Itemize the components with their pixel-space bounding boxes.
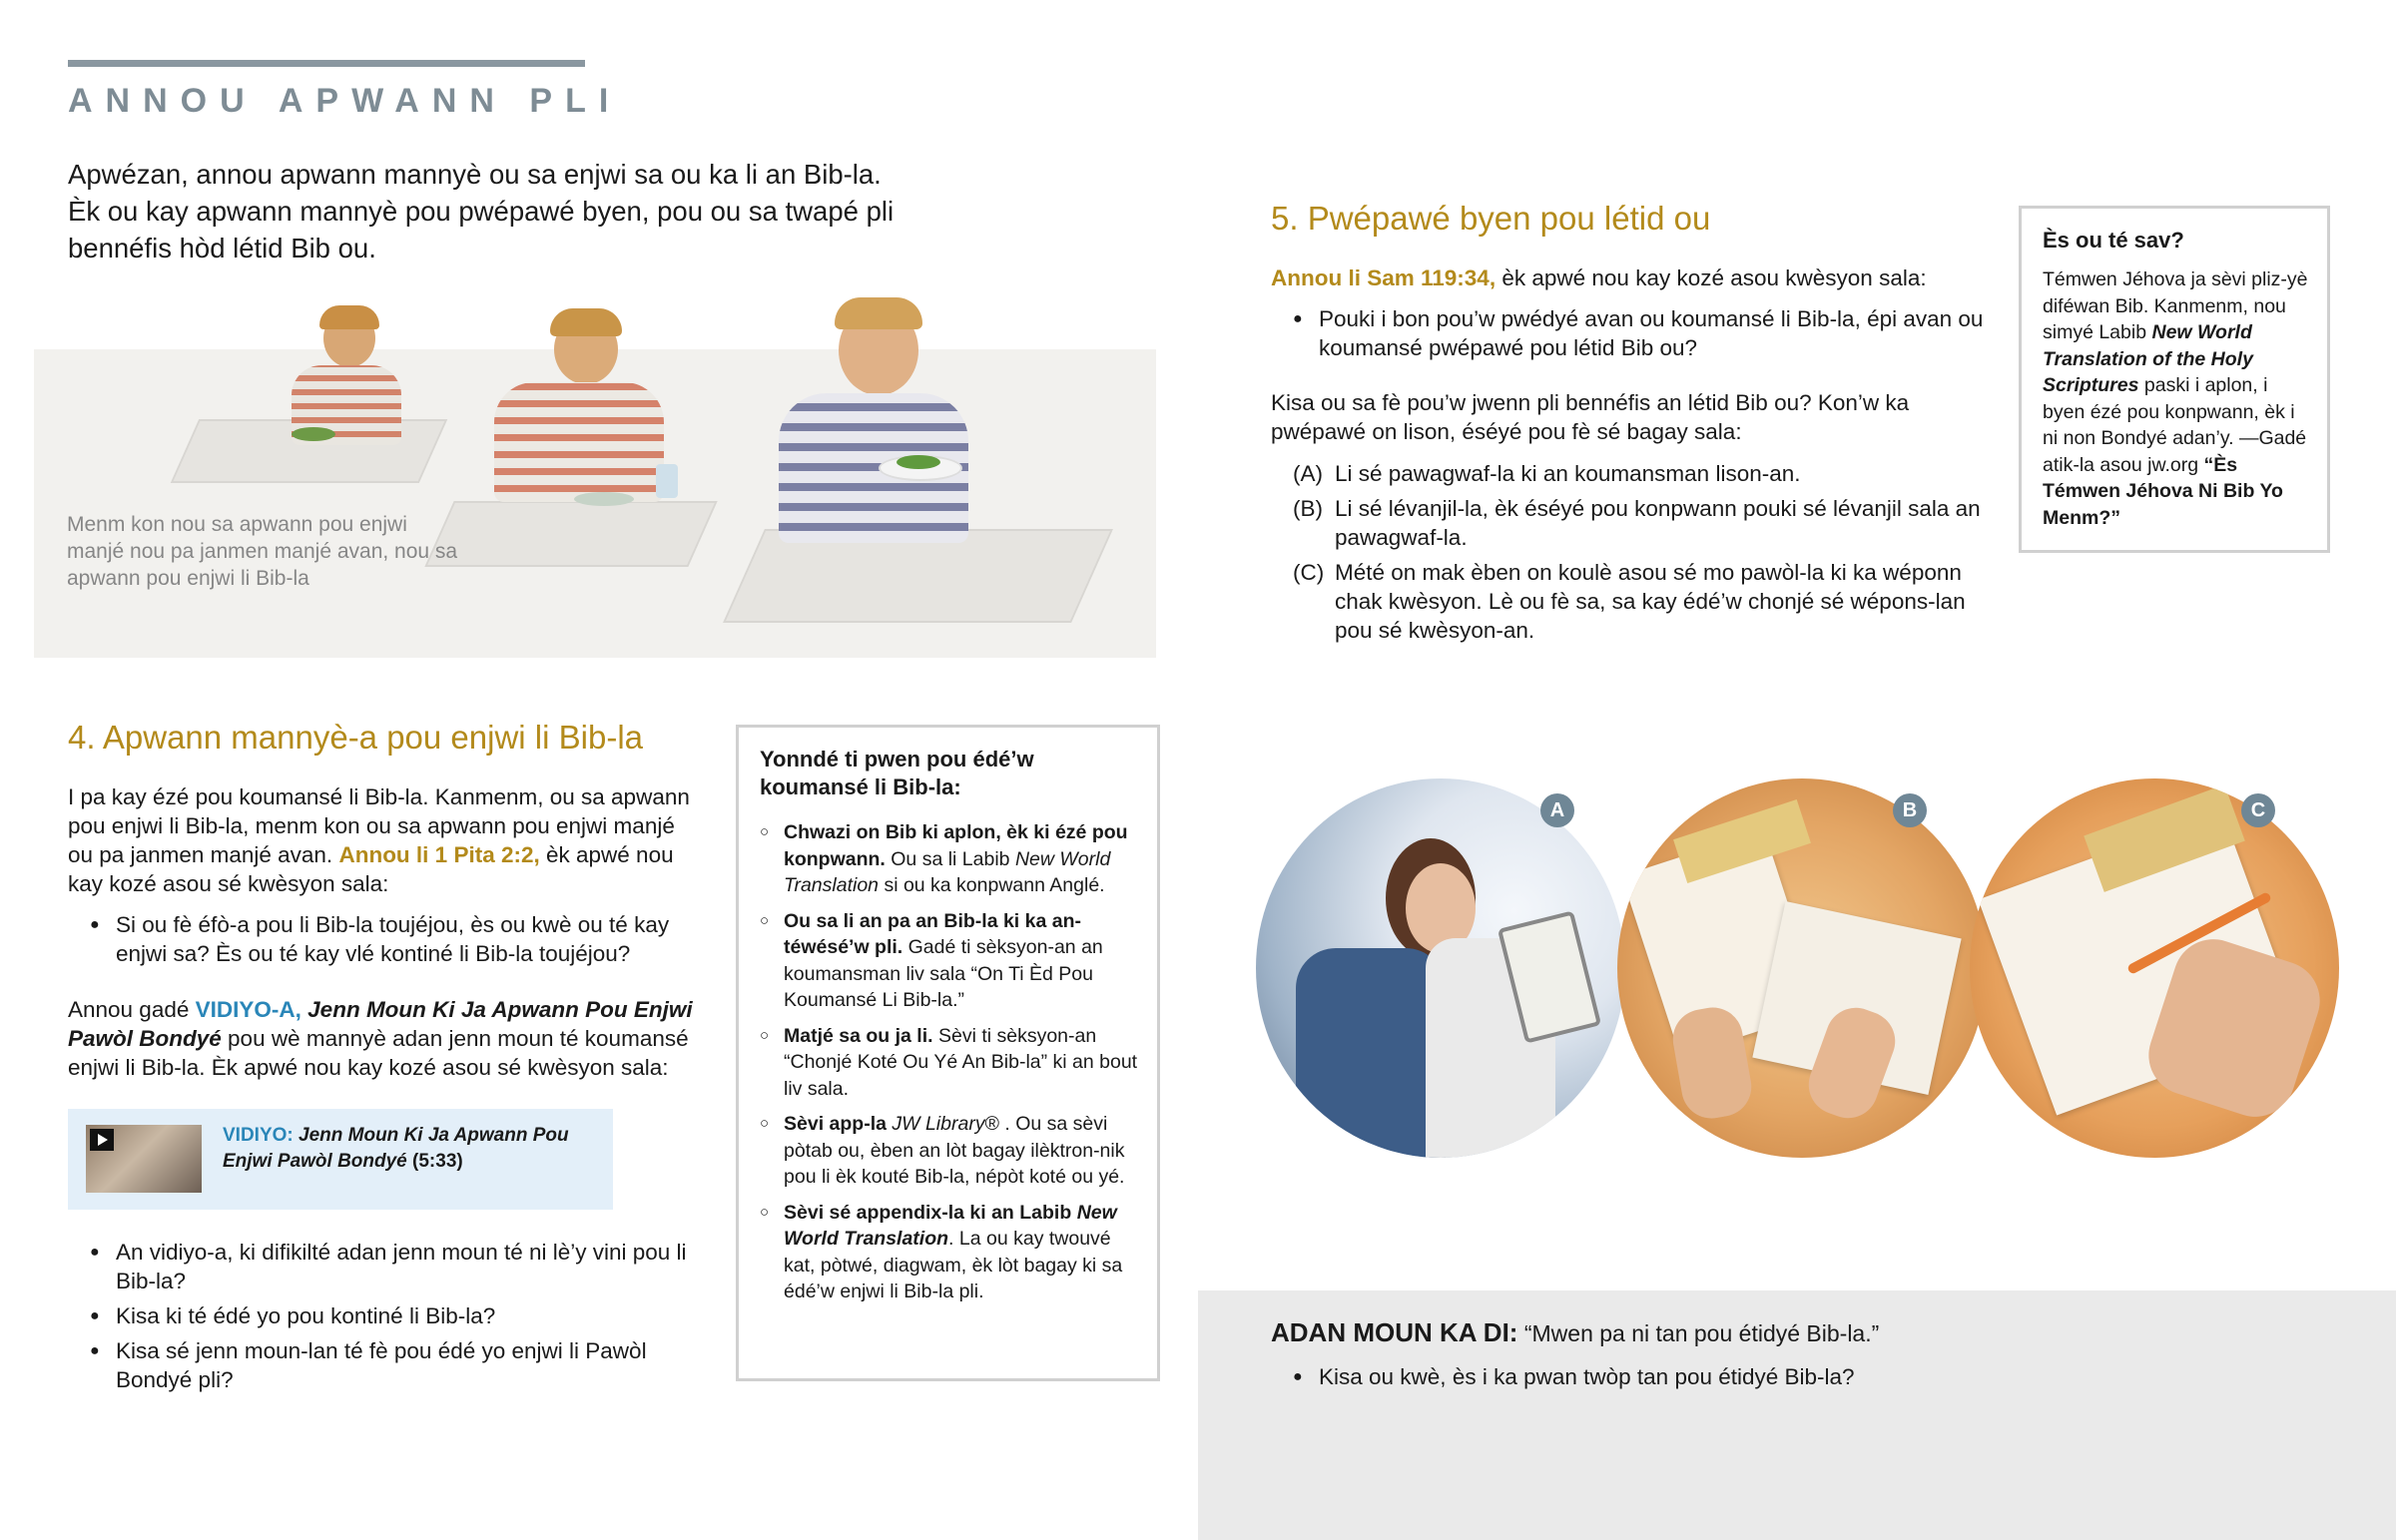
section-4-title: 4. Apwann mannyè-a pou enjwi li Bib-la [68,719,644,756]
section-4-body [68,782,697,898]
did-you-know-text: Témwen Jéhova ja sèvi pliz-yè diféwan Bib. Kanmenm, nou simyé Labib New World Translation of the Holy Scriptures paski i aplon, i byen ézé pou konpwann, èk i ni non Bondyé adan’y. —Gadé atik-la asou jw.org “Ès Témwen Jéhova Ni Bib Yo Menm?” [2043,268,2308,529]
section-5-title: 5. Pwépawé byen pou létid ou [1271,200,1711,237]
para2-rest: pou wè mannyè adan jenn moun té koumansé enjwi li Bib-la. Èk apwé nou kay kozé asou sé kwèsyon sala: [68,1026,689,1080]
section-5-options [1271,459,1990,651]
boy-illustration-2 [464,314,679,509]
para2-lead: Annou gadé [68,997,190,1022]
question-item: ● Kisa sé jenn moun-lan té fè pou édé yo enjwi li Pawòl Bondyé pli? [68,1336,697,1394]
video-card-title[interactable]: Jenn Moun Ki Ja Apwann Pou Enjwi Pawòl Bondyé [223,1125,569,1172]
tip-item: ○ Matjé sa ou ja li. Sèvi ti sèksyon-an “Chonjé Koté Ou Yé An Bib-la” ki an bout liv sala. [760,1023,1139,1103]
section-4-para2 [68,995,707,1082]
video-title-inline: Jenn Moun Ki Ja Apwann Pou Enjwi Pawòl Bondyé [68,997,693,1051]
tips-list [760,819,1139,1305]
option-item: (B) Li sé lévanjil-la, èk éséyé pou konpwann pouki sé lévanjil sala an pawagwaf-la. [1293,496,1981,550]
tip-item: ○ Sèvi app-la JW Library® . Ou sa sèvi pòtab ou, èben an lòt bagay ilèktron-nik pou li èk kouté Bib-la, népòt koté ou yé. [760,1111,1139,1191]
badge-b: B [1893,793,1927,827]
scripture-link-sam[interactable]: Annou li Sam 119:34, [1271,265,1497,290]
did-you-know-title: Ès ou té sav? [2043,228,2184,253]
section-5-ref-after: èk apwé nou kay kozé asou kwèsyon sala: [1501,265,1927,290]
video-card[interactable] [68,1109,613,1210]
section-5-intro [1271,263,1990,292]
video-duration: (5:33) [412,1151,463,1172]
video-label: VIDIYO: [223,1125,294,1146]
badge-a: A [1540,793,1574,827]
section-4-question-list [68,910,717,974]
question-item: ● Si ou fè éfò-a pou li Bib-la toujéjou, ès ou kwè ou té kay enjwi sa? Ès ou té kay vlé kontiné li Bib-la toujéjou? [68,910,717,968]
question-item: ● An vidiyo-a, ki difikilté adan jenn moun té ni lè’y vini pou li Bib-la? [68,1238,697,1295]
tip-item: ○ Chwazi on Bib ki aplon, èk ki ézé pou konpwann. Ou sa li Labib New World Translation si ou ka konpwann Anglé. [760,819,1139,899]
option-item: (C) Mété on mak èben on koulè asou sé mo pawòl-la ki ka wéponn chak kwèsyon. Lè ou fè sa, sa kay édé’w chonjé sé wépons-lan pou sé kwèsyon-an. [1293,560,1966,643]
question-item: ● Kisa ou kwè, ès i ka pwan twòp tan pou étidyé Bib-la? [1271,1362,2169,1391]
play-icon[interactable] [90,1129,114,1151]
badge-c: C [2241,793,2275,827]
section-4-para1b: èk apwé nou kay kozé asou sé kwèsyon sala: [68,842,674,896]
did-you-know-box [2019,206,2330,553]
intro-paragraph: Apwézan, annou apwann mannyè ou sa enjwi sa ou ka li an Bib-la. Èk ou kay apwann mannyè pou pwépawé byen, pou ou sa twapé pli bennéfis hòd létid Bib ou. [68,159,895,263]
some-say-question-list [1271,1362,2169,1397]
some-say-label: ADAN MOUN KA DI: [1271,1317,1518,1347]
illustration-marking-book [1970,778,2339,1158]
video-question-list [68,1238,697,1400]
section-5-question-list [1271,304,1990,368]
question-item: ● Pouki i bon pou’w pwédyé avan ou koumansé li Bib-la, épi avan ou koumansé pwépawé pou létid Bib ou? [1271,304,1990,362]
question-item: ● Kisa ki té édé yo pou kontiné li Bib-la? [68,1301,697,1330]
scripture-link-1-pita[interactable]: Annou li 1 Pita 2:2, [338,842,540,867]
video-link[interactable]: VIDIYO-A, [195,997,301,1022]
tips-box-title: Yonndé ti pwen pou édé’w koumansé li Bib-la: [760,747,1034,799]
photo-caption: Menm kon nou sa apwann pou enjwi manjé nou pa janmen manjé avan, nou sa apwann pou enjwi li Bib-la [67,513,458,590]
illustration-study-book [1617,778,1987,1158]
section-4-para1a: I pa kay ézé pou koumansé li Bib-la. Kanmenm, ou sa apwann pou enjwi li Bib-la, menm kon ou sa apwann pou enjwi manjé ou pa janmen manjé avan. [68,784,690,867]
section-5-para: Kisa ou sa fè pou’w jwenn pli bennéfis an létid Bib ou? Kon’w ka pwépawé on lison, éséyé pou fè sé bagay sala: [1271,390,1910,444]
tip-item: ○ Ou sa li an pa an Bib-la ki ka an-téwésé’w pli. Gadé ti sèksyon-an an koumansman liv sala “On Ti Èd Pou Koumansé Li Bib-la.” [760,908,1139,1014]
boy-illustration-3 [779,297,968,547]
tips-box [736,725,1160,1381]
option-item: (A) Li sé pawagwaf-la ki an koumansman lison-an. [1293,461,1801,486]
some-say-quote: “Mwen pa ni tan pou étidyé Bib-la.” [1523,1320,1880,1346]
video-thumbnail[interactable] [86,1125,202,1193]
some-say-line [1271,1317,2269,1349]
boy-illustration-1 [262,309,411,449]
tip-item: ○ Sèvi sé appendix-la ki an Labib New World Translation. La ou kay twouvé kat, pòtwé, diagwam, èk lòt bagay ki sa édé’w enjwi li Bib-la pli. [760,1200,1139,1305]
section-kicker: ANNOU APWANN PLI [68,82,622,120]
jw-article-link[interactable]: “Ès Témwen Jéhova Ni Bib Yo Menm?” [2043,453,2283,529]
table-2 [424,501,717,567]
kicker-rule [68,60,585,67]
illustration-reading-phone [1256,778,1625,1158]
